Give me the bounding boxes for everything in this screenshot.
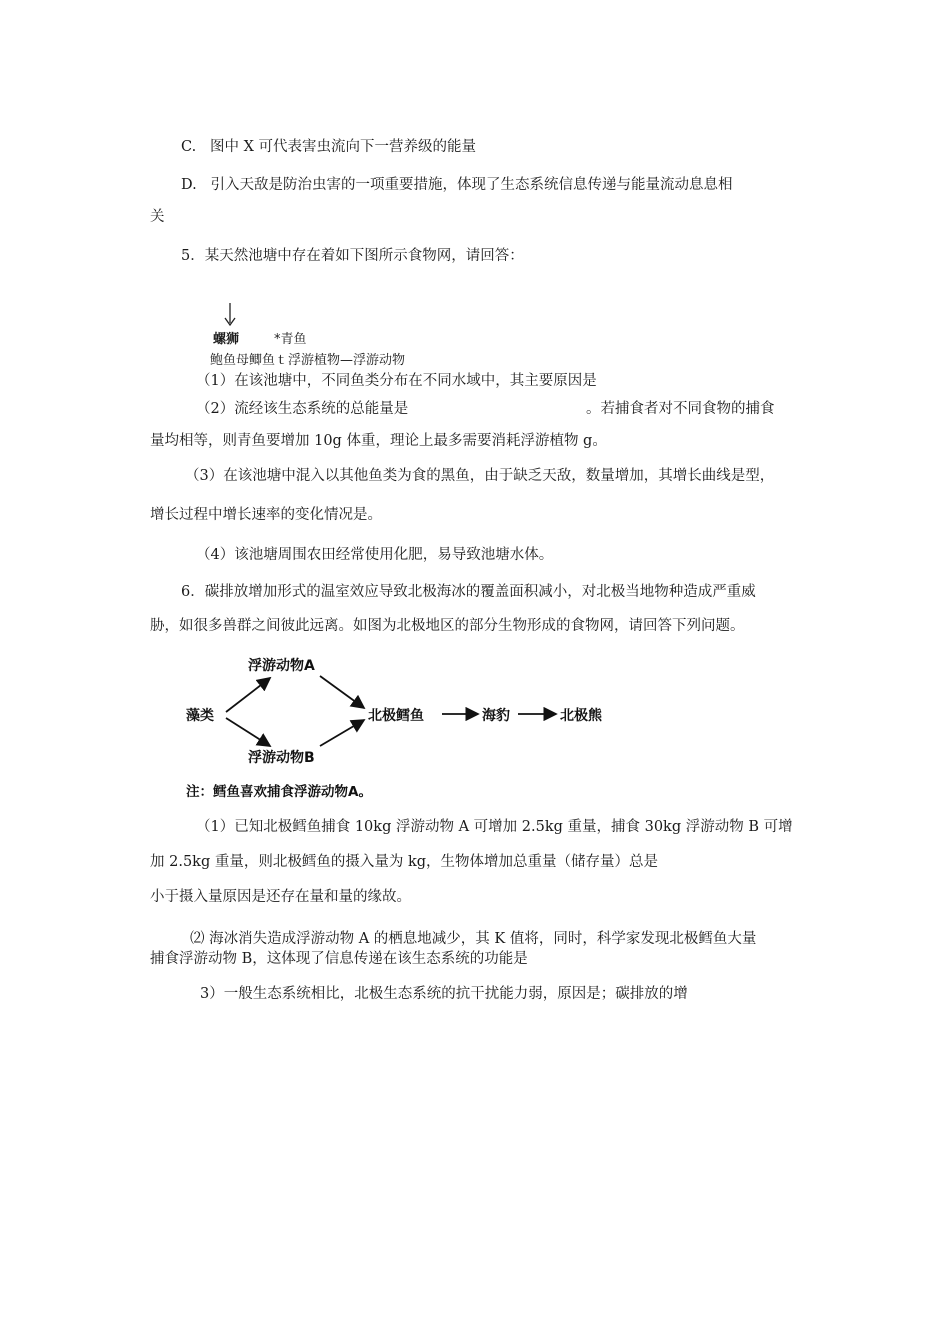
q6-intro-line2: 胁，如很多兽群之间彼此远离。如图为北极地区的部分生物形成的食物网，请回答下列问题。 bbox=[150, 618, 745, 634]
option-d-text: 引入天敌是防治虫害的一项重要措施，体现了生态系统信息传递与能量流动息息相 bbox=[210, 177, 733, 193]
option-c-text: 图中 X 可代表害虫流向下一营养级的能量 bbox=[210, 139, 477, 155]
arrow-algae-to-zoo-b bbox=[226, 718, 270, 746]
q6-part2-line2: 捕食浮游动物 B，这体现了信息传递在该生态系统的功能是 bbox=[150, 951, 528, 967]
web-label-luoshi: 螺狮 bbox=[213, 332, 240, 347]
option-d-continuation: 关 bbox=[150, 209, 165, 225]
node-polar-bear: 北极熊 bbox=[560, 708, 602, 724]
q5-part1: （1）在该池塘中，不同鱼类分布在不同水域中，其主要原因是 bbox=[196, 373, 597, 389]
node-seal: 海豹 bbox=[482, 708, 510, 724]
diagram-note: 注：鳕鱼喜欢捕食浮游动物A。 bbox=[186, 784, 372, 800]
q6-part1-line2: 加 2.5kg 重量，则北极鳕鱼的摄入量为 kg，生物体增加总重量（储存量）总是 bbox=[150, 854, 659, 870]
arrow-zoo-b-to-cod bbox=[320, 720, 364, 746]
node-arctic-cod: 北极鳕鱼 bbox=[368, 708, 424, 724]
option-c bbox=[181, 138, 476, 156]
q5-part2-a: （2）流经该生态系统的总能量是 bbox=[196, 401, 409, 417]
q6-part2-line1: ⑵ 海冰消失造成浮游动物 A 的栖息地减少，其 K 值将，同时，科学家发现北极鳕鱼大量 bbox=[190, 931, 757, 947]
arrow-algae-to-zoo-a bbox=[226, 678, 270, 712]
option-d-letter: D. bbox=[181, 177, 197, 193]
node-zoo-a: 浮游动物A bbox=[248, 658, 315, 674]
node-algae: 藻类 bbox=[186, 708, 214, 724]
q5-part4: （4）该池塘周围农田经常使用化肥，易导致池塘水体。 bbox=[196, 547, 554, 563]
q5-part2-line2: 量均相等，则青鱼要增加 10g 体重，理论上最多需要消耗浮游植物 g。 bbox=[150, 433, 607, 449]
q5-part3-line1: （3）在该池塘中混入以其他鱼类为食的黑鱼，由于缺乏天敌，数量增加，其增长曲线是型， bbox=[185, 468, 775, 484]
q6-part1-line3: 小于摄入量原因是还存在量和量的缘故。 bbox=[150, 889, 411, 905]
q5-part2-line1 bbox=[196, 400, 408, 418]
q5-part2-b: 。若捕食者对不同食物的捕食 bbox=[586, 401, 775, 417]
q6-part3: 3）一般生态系统相比，北极生态系统的抗干扰能力弱，原因是；碳排放的增 bbox=[200, 986, 688, 1002]
web-label-qingyu: *青鱼 bbox=[274, 332, 307, 347]
q5-part3-line2: 增长过程中增长速率的变化情况是。 bbox=[150, 507, 382, 523]
q6-part1-line1: （1）已知北极鳕鱼捕食 10kg 浮游动物 A 可增加 2.5kg 重量，捕食 30kg 浮游动物 B 可增 bbox=[196, 819, 793, 835]
q5-intro: 5．某天然池塘中存在着如下图所示食物网，请回答： bbox=[181, 248, 524, 264]
web-row-chain: 鲍鱼母鲫鱼ｔ浮游植物—浮游动物 bbox=[210, 353, 406, 368]
arctic-food-web-diagram bbox=[180, 650, 640, 805]
arctic-food-web bbox=[180, 650, 640, 805]
node-zoo-b: 浮游动物B bbox=[248, 750, 315, 766]
q6-intro-line1: 6．碳排放增加形式的温室效应导致北极海冰的覆盖面积减小，对北极当地物种造成严重威 bbox=[181, 584, 756, 600]
arrow-zoo-a-to-cod bbox=[320, 676, 364, 708]
option-d bbox=[181, 176, 733, 194]
option-c-letter: C. bbox=[181, 139, 197, 155]
